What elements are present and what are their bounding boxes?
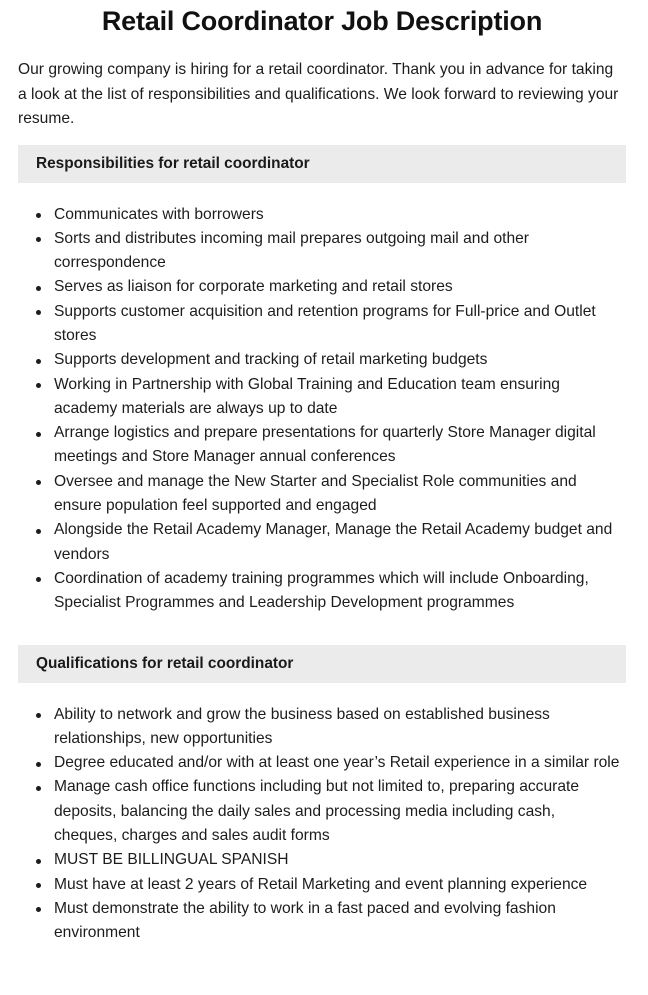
list-item: Arrange logistics and prepare presentations for quarterly Store Manager digital meetings and Store Manager annual conferences (54, 421, 626, 470)
intro-paragraph: Our growing company is hiring for a retail coordinator. Thank you in advance for taking a look at the list of responsibilities and qualifications. We look forward to reviewing your resume. (18, 61, 619, 127)
list-item: Serves as liaison for corporate marketing and retail stores (54, 275, 626, 299)
list-item: Degree educated and/or with at least one year’s Retail experience in a similar role (54, 751, 626, 775)
responsibilities-list (18, 203, 626, 616)
qualifications-heading: Qualifications for retail coordinator (36, 654, 294, 672)
list-item: Supports customer acquisition and retention programs for Full-price and Outlet stores (54, 300, 626, 349)
spacer (18, 616, 626, 632)
page-title: Retail Coordinator Job Description (101, 6, 543, 36)
list-item: MUST BE BILLINGUAL SPANISH (54, 848, 626, 872)
qualifications-section-header (18, 645, 626, 683)
list-item: Must have at least 2 years of Retail Marketing and event planning experience (54, 873, 626, 897)
responsibilities-heading: Responsibilities for retail coordinator (36, 154, 310, 172)
qualifications-list (18, 703, 626, 946)
responsibilities-section-header (18, 145, 626, 183)
list-item: Must demonstrate the ability to work in a fast paced and evolving fashion environment (54, 897, 626, 946)
list-item: Sorts and distributes incoming mail prepares outgoing mail and other correspondence (54, 227, 626, 276)
list-item: Alongside the Retail Academy Manager, Manage the Retail Academy budget and vendors (54, 518, 626, 567)
list-item: Oversee and manage the New Starter and Specialist Role communities and ensure population feel supported and engaged (54, 470, 626, 519)
list-item: Communicates with borrowers (54, 203, 626, 227)
list-item: Coordination of academy training programmes which will include Onboarding, Specialist Programmes and Leadership Development programmes (54, 567, 626, 616)
list-item: Working in Partnership with Global Training and Education team ensuring academy materials are always up to date (54, 373, 626, 422)
list-item: Ability to network and grow the business based on established business relationships, new opportunities (54, 703, 626, 752)
list-item: Manage cash office functions including but not limited to, preparing accurate deposits, balancing the daily sales and processing media including cash, cheques, charges and sales audit forms (54, 775, 626, 848)
list-item: Supports development and tracking of retail marketing budgets (54, 348, 626, 372)
